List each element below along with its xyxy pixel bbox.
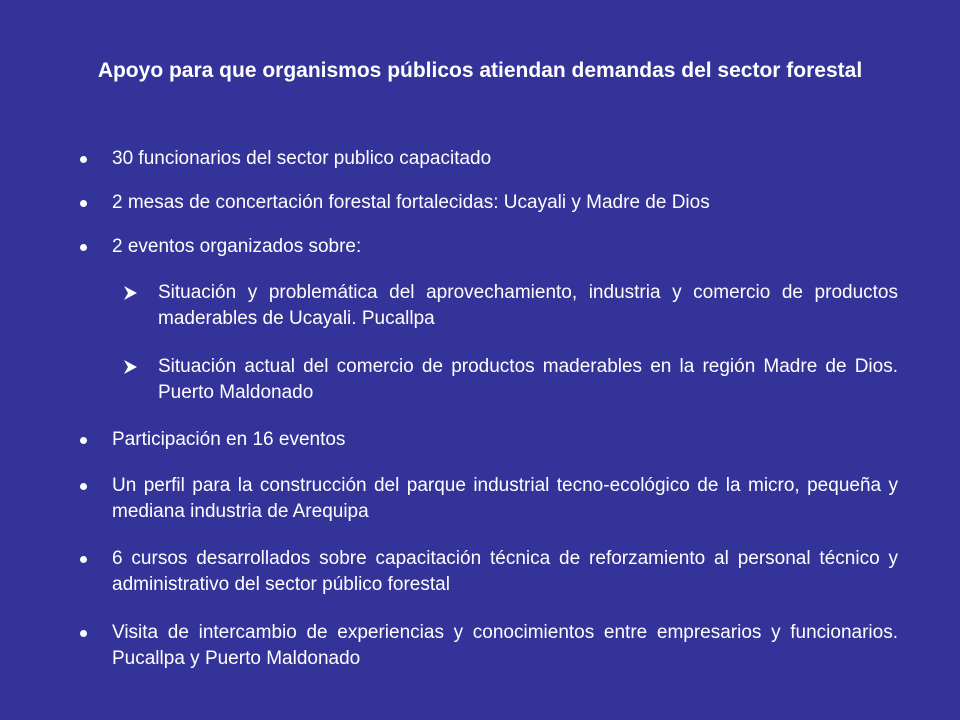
bullet-text: 2 mesas de concertación forestal fortalecidas: Ucayali y Madre de Dios <box>112 192 710 213</box>
sub-bullet-text: Situación y problemática del aprovechamiento, industria y comercio de productos maderables de Ucayali. Pucallpa <box>158 282 898 329</box>
arrow-bullet-icon <box>120 354 140 380</box>
bullet-item <box>112 473 898 525</box>
sub-bullet-text: Situación actual del comercio de productos maderables en la región Madre de Dios. Puerto Maldonado <box>158 356 898 403</box>
bullet-text: Visita de intercambio de experiencias y conocimientos entre empresarios y funcionarios. Pucallpa y Puerto Maldonado <box>112 622 898 669</box>
bullet-text: 30 funcionarios del sector publico capacitado <box>112 148 492 169</box>
bullet-item <box>112 190 898 216</box>
bullet-dot-icon <box>76 546 90 572</box>
bullet-text: 6 cursos desarrollados sobre capacitación técnica de reforzamiento al personal técnico y administrativo del sector público forestal <box>112 548 898 595</box>
bullet-item <box>112 546 898 598</box>
bullet-dot-icon <box>76 427 90 453</box>
bullet-text: Un perfil para la construcción del parque industrial tecno-ecológico de la micro, pequeña y mediana industria de Arequipa <box>112 475 898 522</box>
bullet-text: 2 eventos organizados sobre: <box>112 236 362 257</box>
bullet-item <box>112 146 898 172</box>
bullet-dot-icon <box>76 190 90 216</box>
bullet-text: Participación en 16 eventos <box>112 429 346 450</box>
slide-title: Apoyo para que organismos públicos atiendan demandas del sector forestal <box>97 59 863 82</box>
bullet-dot-icon <box>76 620 90 646</box>
bullet-dot-icon <box>76 473 90 499</box>
bullet-item <box>112 427 898 453</box>
sub-bullet-item <box>158 354 898 406</box>
bullet-dot-icon <box>76 146 90 172</box>
sub-bullet-item <box>158 280 898 332</box>
bullet-item <box>112 620 898 672</box>
arrow-bullet-icon <box>120 280 140 306</box>
bullet-dot-icon <box>76 234 90 260</box>
bullet-item <box>112 234 898 260</box>
